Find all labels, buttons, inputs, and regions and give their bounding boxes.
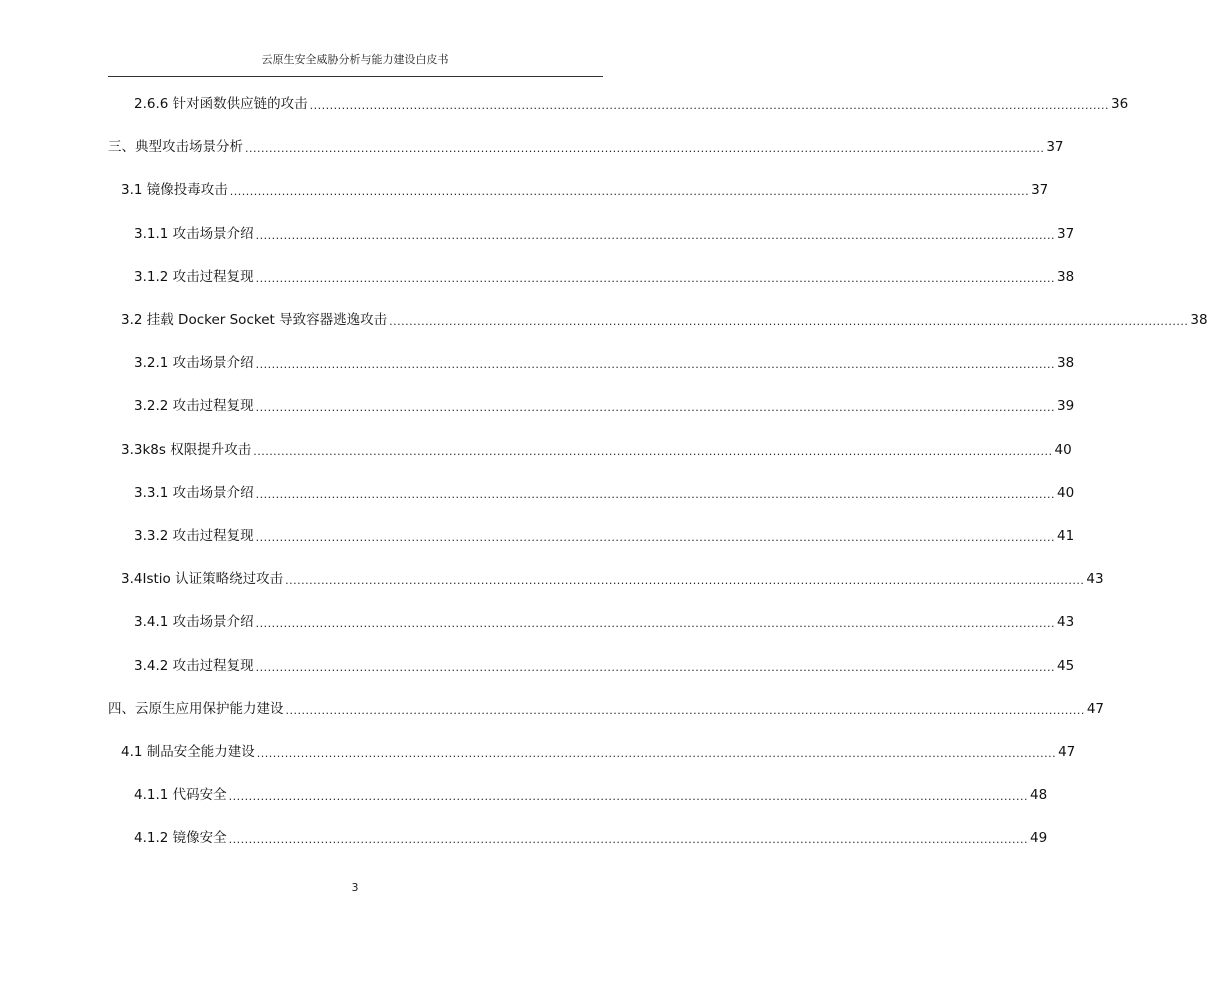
toc-entry-title: 2.6.6 针对函数供应链的攻击: [134, 96, 308, 112]
toc-entry[interactable]: [134, 396, 1075, 416]
toc-leader-dots: ........................................................................................................................................................................................................: [255, 401, 1055, 414]
toc-entry-title: 3.3.2 攻击过程复现: [134, 528, 254, 544]
toc-entry-title: 4.1 制品安全能力建设: [121, 744, 255, 760]
toc-entry[interactable]: [134, 526, 1075, 546]
toc-entry-page: 48: [1029, 787, 1048, 803]
toc-entry-page: 37: [1031, 182, 1049, 198]
toc-entry-page: 41: [1056, 528, 1075, 544]
toc-entry-page: 47: [1086, 701, 1105, 717]
toc-entry-page: 47: [1058, 744, 1076, 760]
toc-entry-title: 3.4.1 攻击场景介绍: [134, 614, 254, 630]
toc-leader-dots: ........................................................................................................................................................................................................: [255, 229, 1055, 242]
toc-entry-title: 3.1 镜像投毒攻击: [121, 182, 228, 198]
toc-entry-page: 36: [1110, 96, 1129, 112]
toc-leader-dots: ........................................................................................................................................................................................................: [285, 574, 1085, 587]
toc-entry-title: 4.1.2 镜像安全: [134, 830, 227, 846]
toc-leader-dots: ........................................................................................................................................................................................................: [255, 617, 1055, 630]
toc-entry-page: 45: [1056, 658, 1075, 674]
toc-entry-page: 39: [1056, 398, 1075, 414]
toc-leader-dots: ........................................................................................................................................................................................................: [229, 185, 1030, 198]
toc-leader-dots: ........................................................................................................................................................................................................: [255, 488, 1055, 501]
toc-entry-page: 37: [1056, 226, 1075, 242]
toc-entry[interactable]: [121, 180, 1049, 200]
toc-entry-page: 37: [1046, 139, 1064, 155]
toc-leader-dots: ........................................................................................................................................................................................................: [256, 747, 1057, 760]
toc-entry[interactable]: [134, 612, 1075, 632]
toc-leader-dots: ........................................................................................................................................................................................................: [389, 315, 1189, 328]
toc-entry-title: 3.1.1 攻击场景介绍: [134, 226, 254, 242]
toc-entry-title: 四、云原生应用保护能力建设: [108, 701, 284, 717]
toc-leader-dots: ........................................................................................................................................................................................................: [253, 445, 1053, 458]
toc-entry-page: 49: [1029, 830, 1048, 846]
toc-entry[interactable]: [134, 94, 1129, 114]
toc-entry[interactable]: [108, 699, 1105, 719]
toc-entry-page: 38: [1056, 355, 1075, 371]
toc-entry-title: 三、典型攻击场景分析: [108, 139, 243, 155]
toc-entry-title: 3.3.1 攻击场景介绍: [134, 485, 254, 501]
toc-leader-dots: ........................................................................................................................................................................................................: [255, 661, 1055, 674]
toc-leader-dots: ........................................................................................................................................................................................................: [228, 833, 1028, 846]
toc-leader-dots: ........................................................................................................................................................................................................: [255, 531, 1055, 544]
toc-leader-dots: ........................................................................................................................................................................................................: [245, 142, 1045, 155]
toc-entry[interactable]: [108, 137, 1064, 157]
toc-entry[interactable]: [134, 656, 1075, 676]
toc-entry[interactable]: [134, 267, 1075, 287]
toc-entry-page: 38: [1056, 269, 1075, 285]
toc-entry[interactable]: [134, 483, 1075, 503]
toc-entry-title: 3.2.1 攻击场景介绍: [134, 355, 254, 371]
toc-entry-title: 3.2 挂载 Docker Socket 导致容器逃逸攻击: [121, 312, 388, 328]
toc-leader-dots: ........................................................................................................................................................................................................: [309, 99, 1109, 112]
toc-entry-page: 43: [1086, 571, 1104, 587]
toc-entry[interactable]: [121, 742, 1076, 762]
toc-leader-dots: ........................................................................................................................................................................................................: [255, 272, 1055, 285]
running-header: 云原生安全威胁分析与能力建设白皮书: [261, 53, 449, 66]
toc-entry-title: 3.4Istio 认证策略绕过攻击: [121, 571, 284, 587]
toc-entry-title: 4.1.1 代码安全: [134, 787, 227, 803]
toc-entry[interactable]: [121, 310, 1208, 330]
toc-entry-title: 3.1.2 攻击过程复现: [134, 269, 254, 285]
toc-entry[interactable]: [121, 569, 1104, 589]
toc-entry[interactable]: [134, 353, 1075, 373]
toc-entry-page: 40: [1056, 485, 1075, 501]
toc-entry[interactable]: [134, 785, 1048, 805]
toc-entry-title: 3.4.2 攻击过程复现: [134, 658, 254, 674]
toc-leader-dots: ........................................................................................................................................................................................................: [285, 704, 1085, 717]
toc-entry[interactable]: [134, 828, 1048, 848]
toc-entry[interactable]: [134, 224, 1075, 244]
page-number: 3: [351, 881, 359, 894]
toc-entry-page: 38: [1190, 312, 1208, 328]
toc-entry-title: 3.3k8s 权限提升攻击: [121, 442, 252, 458]
toc-entry-page: 43: [1056, 614, 1075, 630]
toc-entry[interactable]: [121, 440, 1072, 460]
toc-entry-title: 3.2.2 攻击过程复现: [134, 398, 254, 414]
toc-leader-dots: ........................................................................................................................................................................................................: [228, 790, 1028, 803]
toc-leader-dots: ........................................................................................................................................................................................................: [255, 358, 1055, 371]
toc-entry-page: 40: [1054, 442, 1072, 458]
